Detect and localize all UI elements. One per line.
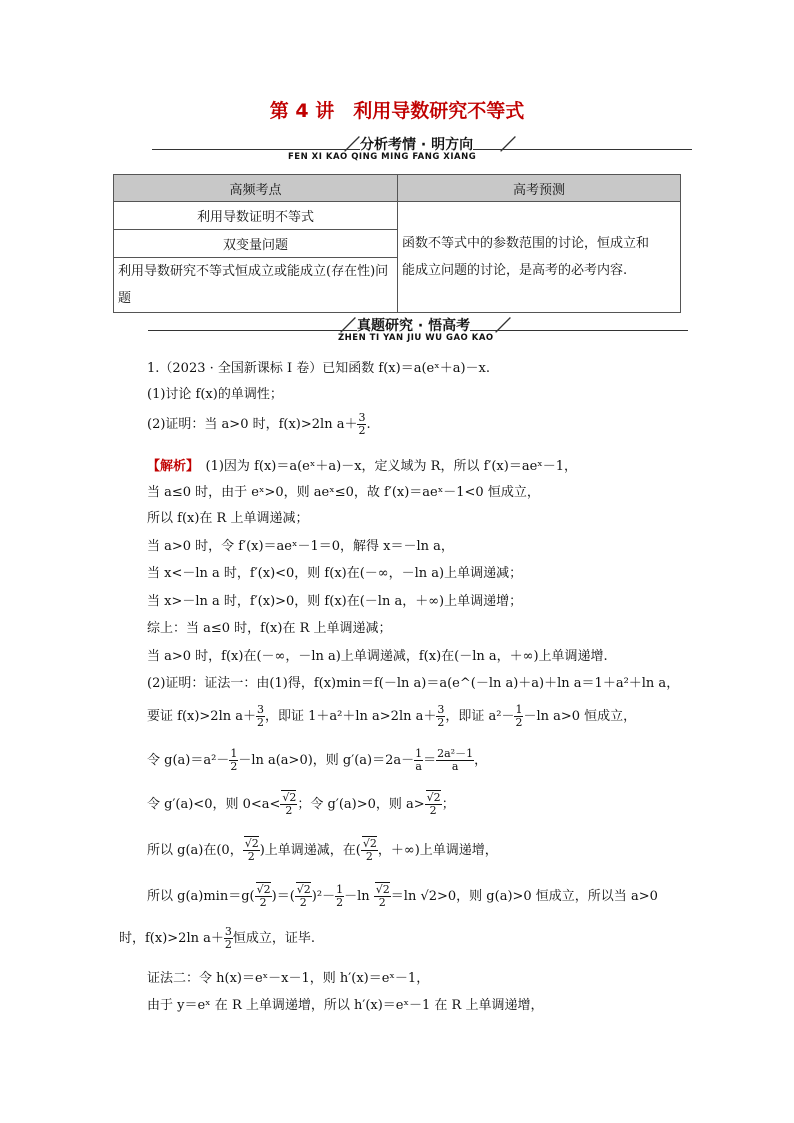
section1-slash-right: ／ bbox=[500, 135, 517, 154]
solution-line-9: (2)证明：证法一：由(1)得，f(x)min＝f(－ln a)＝a(e^(－ln a)＋a)＋ln a＝1＋a²＋ln a， bbox=[147, 676, 680, 691]
solution-line-3: 所以 f(x)在 R 上单调递减； bbox=[147, 511, 309, 526]
analysis-tag: 【解析】 bbox=[147, 459, 193, 474]
table-header-topics: 高频考点 bbox=[114, 175, 398, 202]
section1-title: 分析考情 · 明方向 bbox=[360, 134, 473, 154]
section2-title: 真题研究 · 悟高考 bbox=[357, 315, 470, 335]
solution-line-8: 当 a>0 时，f(x)在(－∞，－ln a)上单调递减，f(x)在(－ln a，＋∞)上单调递增. bbox=[147, 649, 608, 664]
solution-line-2: 当 a≤0 时，由于 eˣ>0，则 aeˣ≤0，故 f′(x)＝aeˣ－1<0 恒成立， bbox=[147, 485, 540, 500]
section2-slash-right: ／ bbox=[495, 316, 512, 335]
solution-line-7: 综上：当 a≤0 时，f(x)在 R 上单调递减； bbox=[147, 621, 392, 636]
table-row: 利用导数研究不等式恒成立或能成立(存在性)问题 bbox=[114, 258, 398, 313]
solution-line-14: 所以 g(a)min＝g( $\frac{√2}{2}$ )＝( $\frac{√2}{2}$ )²－ $\frac{1}{2}$ －ln $\frac{√2}{2}$ ＝ln √2>0，则 g(a)>0 恒成立，所以当 a>0 bbox=[147, 883, 658, 909]
page-title: 第 4 讲 利用导数研究不等式 bbox=[269, 100, 525, 122]
table-row: 双变量问题 bbox=[114, 230, 398, 258]
exam-topic-table bbox=[113, 174, 681, 313]
solution-line-16: 证法二：令 h(x)＝eˣ－x－1，则 h′(x)＝eˣ－1， bbox=[147, 971, 430, 986]
table-row: 利用导数证明不等式 bbox=[114, 202, 398, 230]
prediction-cell bbox=[398, 202, 681, 313]
section2-slash-left: ／ bbox=[340, 316, 357, 335]
prediction-line: 能成立问题的讨论，是高考的必考内容. bbox=[402, 263, 628, 278]
solution-line-12: 令 g′(a)<0，则 0<a< $\frac{√2}{2}$ ；令 g′(a)>0，则 a> $\frac{√2}{2}$ ； bbox=[147, 791, 455, 817]
solution-line-11: 令 g(a)＝a²－ $\frac{1}{2}$ －ln a(a>0)，则 g′(a)＝2a－ $\frac{1}{a}$ ＝ $\frac{\text{2a²－1}}{a}$ ， bbox=[147, 747, 488, 773]
section1-slash-left: ／ bbox=[344, 135, 361, 154]
solution-line-6: 当 x>－ln a 时，f′(x)>0，则 f(x)在(－ln a，＋∞)上单调递增； bbox=[147, 594, 523, 609]
solution-line-15: 时，f(x)>2ln a＋ $\frac{3}{2}$ 恒成立，证毕. bbox=[119, 925, 316, 951]
problem-part1: (1)讨论 f(x)的单调性； bbox=[147, 387, 283, 402]
problem-part2: (2)证明：当 a>0 时，f(x)>2ln a＋ $\frac{3}{2}$ . bbox=[147, 411, 371, 437]
problem-stem: 1.（2023 · 全国新课标 I 卷）已知函数 f(x)＝a(eˣ＋a)－x. bbox=[147, 361, 491, 376]
solution-line-4: 当 a>0 时，令 f′(x)＝aeˣ－1＝0，解得 x＝－ln a， bbox=[147, 539, 454, 554]
prediction-line: 函数不等式中的参数范围的讨论，恒成立和 bbox=[402, 236, 650, 251]
solution-line-17: 由于 y＝eˣ 在 R 上单调递增，所以 h′(x)＝eˣ－1 在 R 上单调递增， bbox=[147, 998, 544, 1013]
section1-subtitle: FEN XI KAO QING MING FANG XIANG bbox=[288, 152, 477, 162]
section2-subtitle: ZHEN TI YAN JIU WU GAO KAO bbox=[338, 333, 494, 343]
solution-line-10: 要证 f(x)>2ln a＋ $\frac{3}{2}$ ，即证 1＋a²＋ln a>2ln a＋ $\frac{3}{2}$ ，即证 a²－ $\frac{1}{2}$ －ln a>0 恒成立， bbox=[147, 703, 637, 729]
solution-line-5: 当 x<－ln a 时，f′(x)<0，则 f(x)在(－∞，－ln a)上单调递减； bbox=[147, 566, 523, 581]
table-header-prediction: 高考预测 bbox=[398, 175, 681, 202]
solution-line-13: 所以 g(a)在(0， $\frac{√2}{2}$ )上单调递减，在( $\frac{√2}{2}$ ，＋∞)上单调递增， bbox=[147, 837, 498, 863]
solution-line-1: 【解析】 (1)因为 f(x)＝a(eˣ＋a)－x，定义域为 R，所以 f′(x)＝aeˣ－1， bbox=[147, 459, 578, 474]
